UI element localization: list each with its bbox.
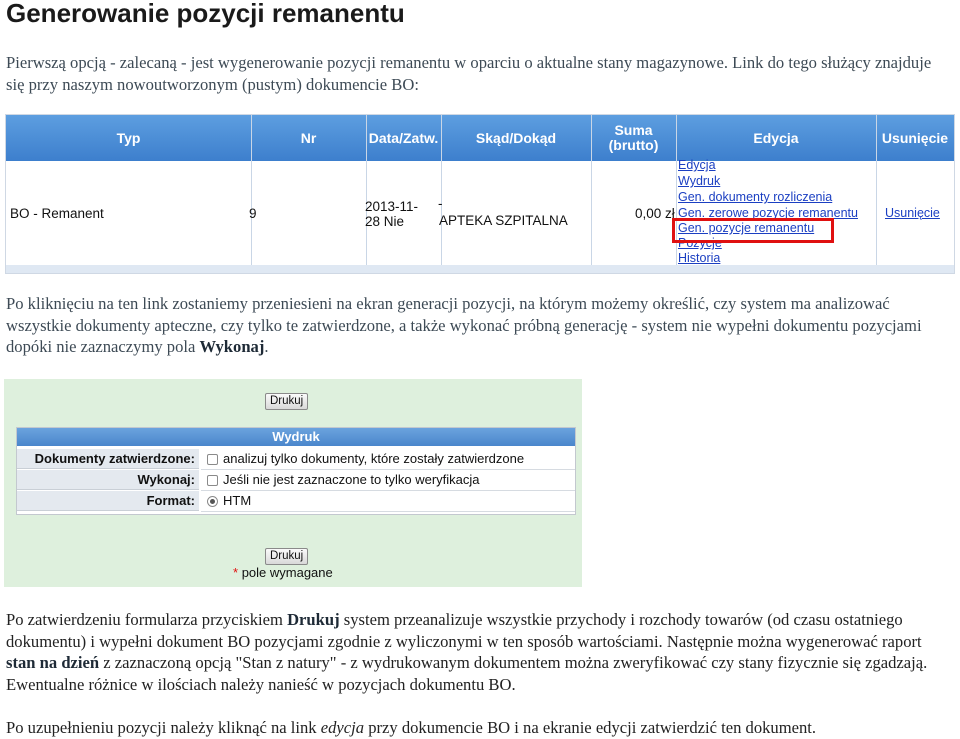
header-suma: Suma (brutto)	[608, 122, 659, 153]
header-usuniecie: Usunięcie	[881, 129, 949, 146]
link-edycja[interactable]: Edycja	[678, 158, 716, 172]
page-title: Generowanie pozycji remanentu	[6, 0, 405, 28]
paragraph-after-print	[6, 609, 951, 695]
table-header	[6, 115, 954, 161]
print-button-top[interactable]: Drukuj	[265, 393, 308, 410]
paragraph-text: z zaznaczoną opcją "Stan z natury" - z wydrukowanym dokumentem można zweryfikować czy stany fizycznie się zgadzają. Ewentualne różnice w ilościach należy nanieść w pozycjach dokumentu BO.	[6, 653, 928, 694]
option-label: Jeśli nie jest zaznaczone to tylko weryfikacja	[223, 472, 480, 487]
header-data: Data/Zatw.	[368, 129, 439, 146]
column-divider	[441, 115, 442, 273]
paragraph-bold-stan: stan na dzień	[6, 653, 100, 672]
header-edycja: Edycja	[753, 129, 799, 146]
required-text: pole wymagane	[241, 565, 333, 580]
label-dokumenty-zatwierdzone: Dokumenty zatwierdzone:	[17, 449, 199, 469]
label-wykonaj: Wykonaj:	[17, 470, 199, 490]
form-row-wykonaj	[17, 470, 575, 491]
paragraph-italic-edycja: edycja	[320, 718, 365, 737]
form-row-format	[17, 491, 575, 512]
cell-typ: BO - Remanent	[10, 206, 104, 221]
option-label: HTM	[223, 493, 252, 508]
form-row-dokumenty	[17, 449, 575, 470]
link-wydruk[interactable]: Wydruk	[678, 174, 721, 188]
cell-nr: 9	[249, 206, 257, 221]
intro-paragraph: Pierwszą opcją - zalecaną - jest wygenerowanie pozycji remanentu w oparciu o aktualne stany magazynowe. Link do tego służący znajduje się przy naszym nowoutworzonym (pustym) dokumencie BO:	[6, 53, 932, 94]
form-header: Wydruk	[17, 428, 575, 446]
cell-skad: -	[438, 196, 443, 211]
print-button-bottom[interactable]: Drukuj	[265, 548, 308, 565]
link-gen-pozycje-remanentu[interactable]: Gen. pozycje remanentu	[678, 221, 815, 235]
paragraph-text: Po kliknięciu na ten link zostaniemy przeniesieni na ekran generacji pozycji, na którym możemy określić, czy system ma analizować wszystkie dokumenty apteczne, czy tylko te zatwierdzone, a także wykonać próbną generację - system nie wypełni dokumentu pozycjami dopóki nie zaznaczymy pola	[6, 294, 922, 356]
print-form-screenshot	[4, 379, 582, 587]
column-divider	[251, 115, 252, 273]
column-divider	[876, 115, 877, 273]
paragraph-final	[6, 717, 951, 739]
field-format	[201, 491, 575, 512]
required-star: *	[233, 565, 239, 580]
paragraph-text: Po uzupełnieniu pozycji należy kliknąć na link	[6, 718, 321, 737]
print-form	[16, 427, 576, 515]
paragraph-text: Po zatwierdzeniu formularza przyciskiem	[6, 610, 288, 629]
required-note	[233, 565, 333, 580]
field-wykonaj	[201, 470, 575, 491]
header-nr: Nr	[300, 129, 317, 146]
highlight-box	[672, 218, 834, 243]
cell-suma: 0,00 zł	[635, 206, 675, 221]
link-historia[interactable]: Historia	[678, 251, 721, 265]
link-gen-zerowe-pozycje[interactable]: Gen. zerowe pozycje remanentu	[678, 206, 858, 220]
paragraph-text: system przeanalizuje wszystkie przychody i rozchody towarów (od czasu ostatniego dokumentu) i wypełni dokument BO pozycjami zgodnie z wyliczonymi w ten sposób wartościami. Następnie można wygenerować raport	[6, 610, 922, 651]
column-divider	[591, 115, 592, 273]
link-pozycje[interactable]: Pozycje	[678, 236, 722, 250]
checkbox-wykonaj[interactable]	[207, 475, 218, 486]
paragraph-text: .	[264, 337, 269, 356]
link-gen-dokumenty-rozliczenia[interactable]: Gen. dokumenty rozliczenia	[678, 190, 833, 204]
paragraph-generation-screen	[6, 293, 951, 358]
table-footer-strip	[6, 265, 954, 273]
radio-htm[interactable]	[207, 496, 218, 507]
cell-data: 2013-11-	[365, 199, 419, 214]
header-skad: Skąd/Dokąd	[475, 129, 557, 146]
option-label: analizuj tylko dokumenty, które zostały zatwierdzone	[223, 451, 525, 466]
checkbox-analizuj[interactable]	[207, 454, 218, 465]
field-dokumenty-zatwierdzone	[201, 449, 575, 470]
header-typ: Typ	[116, 129, 141, 146]
paragraph-bold-wykonaj: Wykonaj	[199, 337, 265, 356]
column-divider	[366, 115, 367, 273]
paragraph-text: przy dokumencie BO i na ekranie edycji zatwierdzić ten dokument.	[364, 718, 817, 737]
documents-table-screenshot	[5, 114, 955, 274]
cell-zatw: 28 Nie	[365, 214, 405, 229]
link-usuniecie[interactable]: Usunięcie	[885, 206, 940, 220]
column-divider	[676, 115, 677, 273]
label-format: Format:	[17, 491, 199, 511]
paragraph-bold-drukuj: Drukuj	[287, 610, 340, 629]
cell-dokad: APTEKA SZPITALNA	[439, 213, 568, 228]
